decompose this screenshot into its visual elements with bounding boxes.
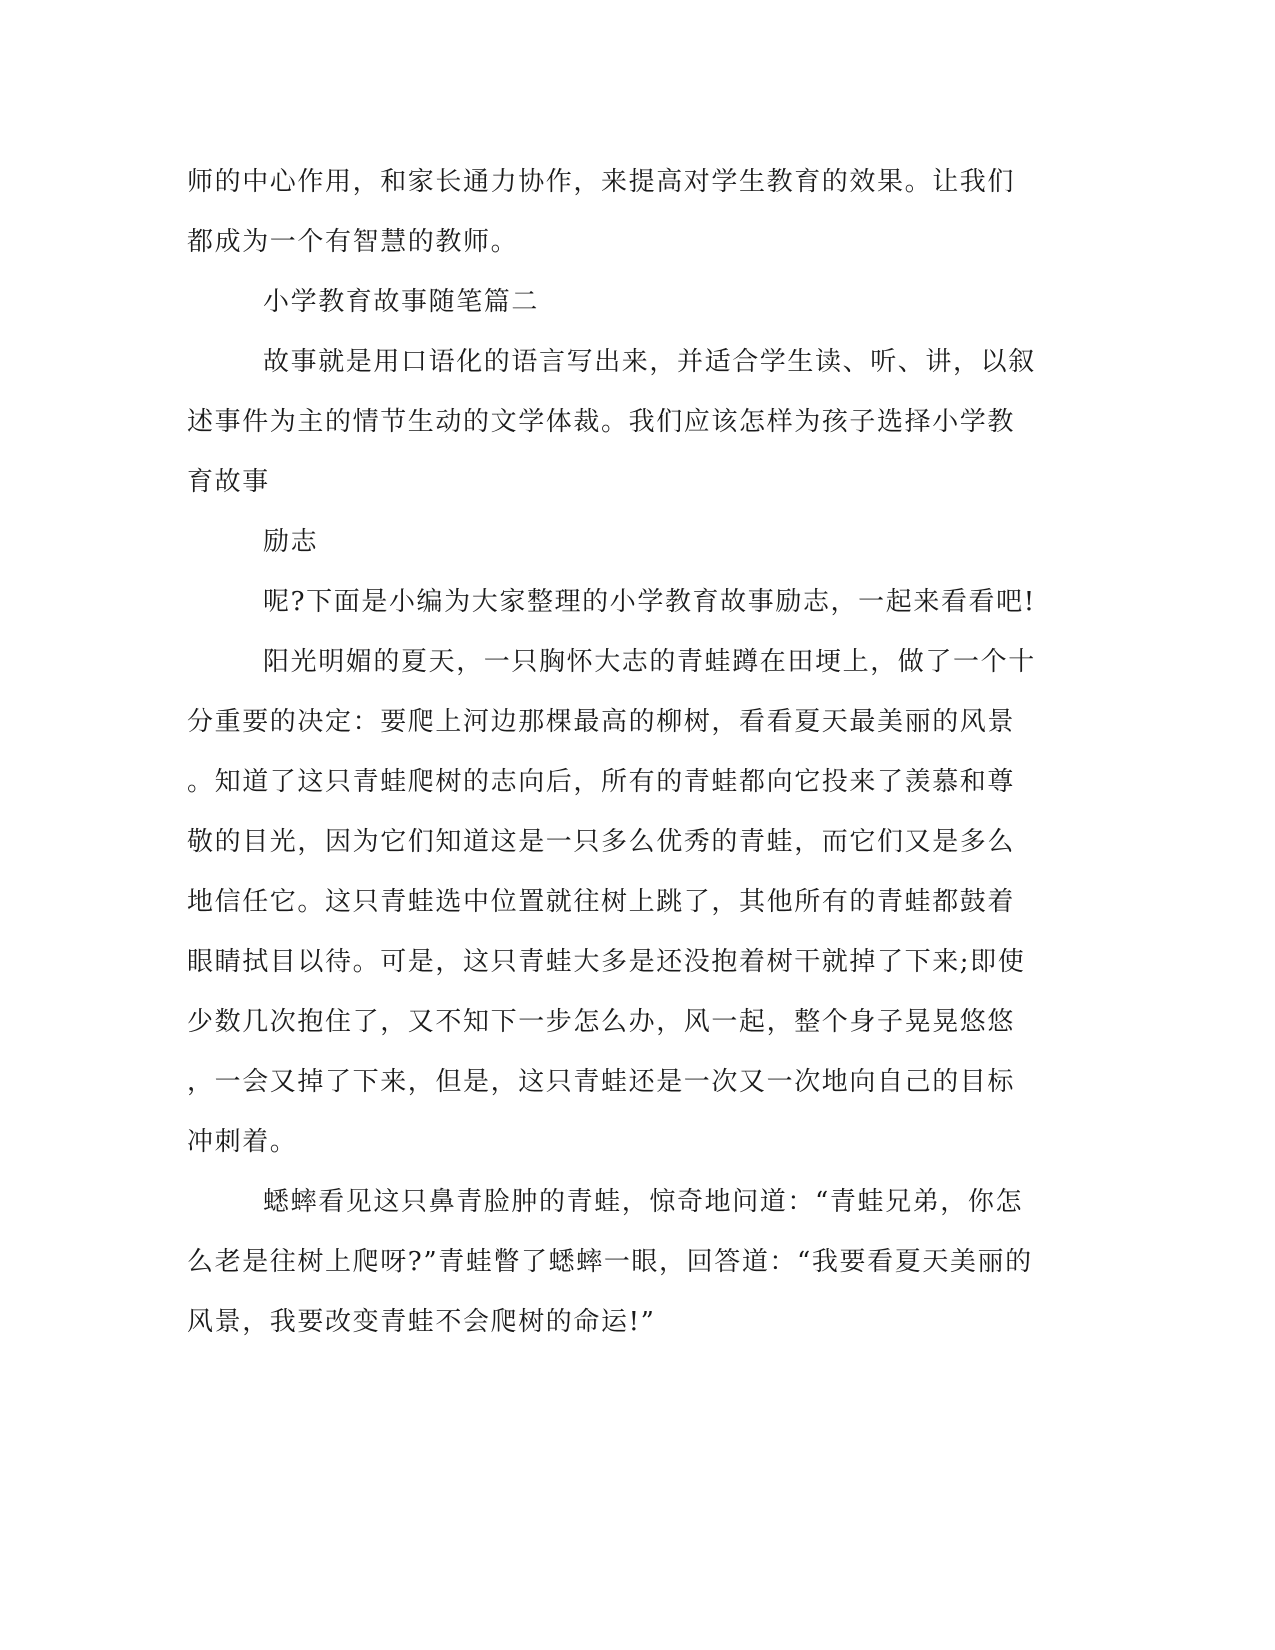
paragraph-line: 眼睛拭目以待。可是，这只青蛙大多是还没抱着树干就掉了下来;即使 [187, 947, 1026, 977]
paragraph-line: 励志 [263, 527, 319, 557]
paragraph-line: ，一会又掉了下来，但是，这只青蛙还是一次又一次地向自己的目标 [187, 1067, 1016, 1097]
paragraph-line: 述事件为主的情节生动的文学体裁。我们应该怎样为孩子选择小学教 [187, 407, 1016, 437]
paragraph-line: 。知道了这只青蛙爬树的志向后，所有的青蛙都向它投来了羡慕和尊 [187, 767, 1016, 797]
section-heading: 小学教育故事随笔篇二 [263, 287, 540, 317]
paragraph-line: 师的中心作用，和家长通力协作，来提高对学生教育的效果。让我们 [187, 167, 1016, 197]
paragraph-line: 敬的目光，因为它们知道这是一只多么优秀的青蛙，而它们又是多么 [187, 827, 1016, 857]
paragraph-line: 分重要的决定：要爬上河边那棵最高的柳树，看看夏天最美丽的风景 [187, 707, 1016, 737]
paragraph-line: 呢?下面是小编为大家整理的小学教育故事励志，一起来看看吧! [263, 587, 1036, 617]
paragraph-line: 少数几次抱住了，又不知下一步怎么办，风一起，整个身子晃晃悠悠 [187, 1007, 1016, 1037]
paragraph-line: 风景，我要改变青蛙不会爬树的命运!” [187, 1307, 656, 1337]
paragraph-line: 育故事 [187, 467, 270, 497]
paragraph-line: 地信任它。这只青蛙选中位置就往树上跳了，其他所有的青蛙都鼓着 [187, 887, 1016, 917]
paragraph-line: 阳光明媚的夏天，一只胸怀大志的青蛙蹲在田埂上，做了一个十 [263, 647, 1036, 677]
paragraph-line: 么老是往树上爬呀?”青蛙瞥了蟋蟀一眼，回答道：“我要看夏天美丽的 [187, 1247, 1033, 1277]
paragraph-line: 都成为一个有智慧的教师。 [187, 227, 519, 257]
paragraph-line: 故事就是用口语化的语言写出来，并适合学生读、听、讲，以叙 [263, 347, 1036, 377]
paragraph-line: 冲刺着。 [187, 1127, 298, 1157]
paragraph-line: 蟋蟀看见这只鼻青脸肿的青蛙，惊奇地问道：“青蛙兄弟，你怎 [263, 1187, 1024, 1217]
